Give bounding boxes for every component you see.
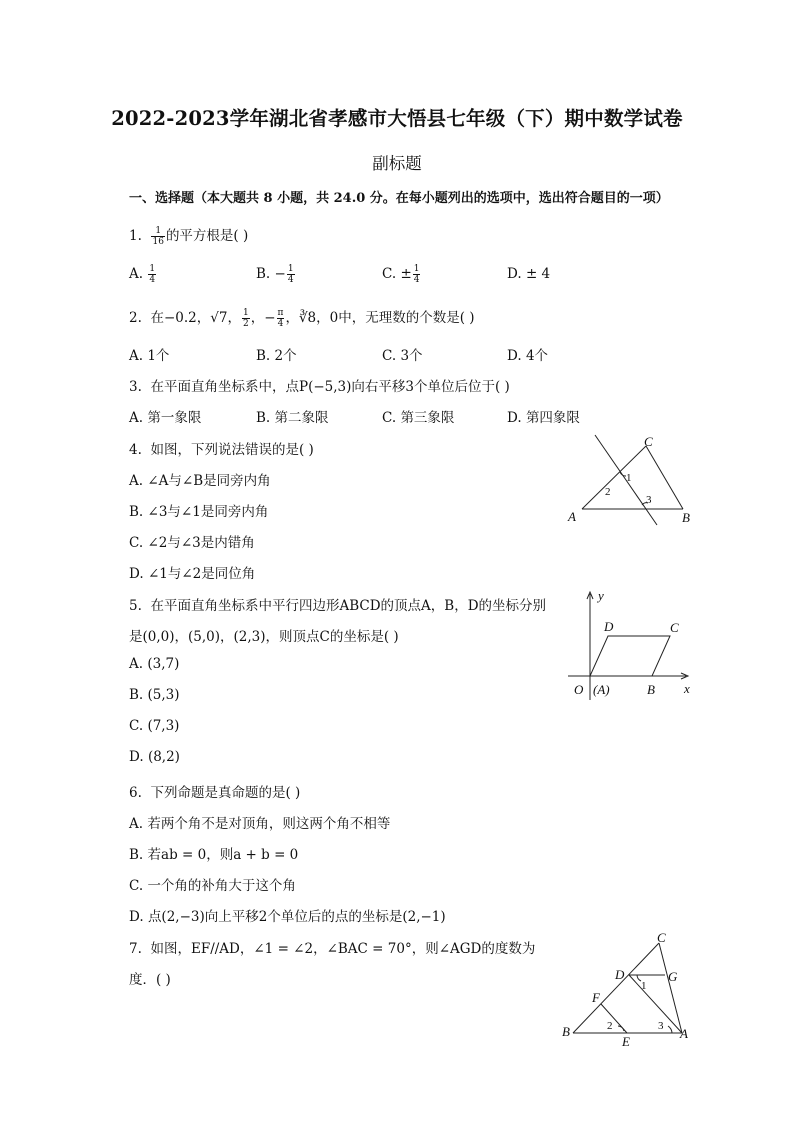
label-angle-3: 3 [646,494,652,506]
page-subtitle: 副标题 [372,154,422,173]
q1-option-c[interactable]: C. ± $\frac{1}{4}$ [382,264,420,285]
question-7-line-1: 7. 如图，EF//AD，∠1 = ∠2，∠BAC = 70°，则∠AGD的度数为 [129,941,536,957]
label-angle-2: 2 [607,1020,613,1032]
label-x: x [684,681,690,696]
label-c: C [657,930,666,945]
q6-option-d[interactable]: D. 点(2,−3)向上平移2个单位后的点的坐标是(2,−1) [129,909,446,925]
q1-option-a[interactable]: A. $\frac{1}{4}$ [129,264,156,285]
q5-option-a[interactable]: A. (3,7) [129,656,180,672]
fraction: $\frac{1}{16}$ [152,226,164,247]
q2-option-b[interactable]: B. 2个 [256,348,297,364]
label-d: D [604,619,614,634]
question-number: 1. [129,228,142,244]
angle-arc [618,1026,624,1031]
section-heading: 一、选择题（本大题共 8 小题，共 24.0 分。在每小题列出的选项中，选出符合题目的一项） [129,191,669,206]
question-1 [129,224,248,247]
label-b: B [682,510,690,525]
q1-option-d[interactable]: D. ± 4 [507,266,551,282]
q2-option-d[interactable]: D. 4个 [507,348,549,364]
label-y: y [598,588,604,603]
question-5-line-1: 5. 在平面直角坐标系中平行四边形ABCD的顶点A，B，D的坐标分别 [129,598,547,614]
angle-arc [668,1026,672,1033]
question-4: 4. 如图，下列说法错误的是( ) [129,442,314,458]
q3-option-a[interactable]: A. 第一象限 [129,410,202,426]
label-g: G [668,969,678,984]
label-c: C [644,434,653,449]
question-7-line-2: 度．( ) [129,972,171,988]
label-f: F [592,990,600,1005]
q5-option-b[interactable]: B. (5,3) [129,687,180,703]
label-angle-1: 1 [626,472,632,484]
question-6: 6. 下列命题是真命题的是( ) [129,785,301,801]
q3-option-b[interactable]: B. 第二象限 [256,410,329,426]
q4-option-d[interactable]: D. ∠1与∠2是同位角 [129,566,256,582]
question-5-line-2: 是(0,0)，(5,0)，(2,3)，则顶点C的坐标是( ) [129,629,399,645]
question-2: 2. 在−0.2，√7， $\frac{1}{2}$ ，− $\frac{\pi}{4}$ ，∛8，0中，无理数的个数是( ) [129,308,475,329]
label-b: B [647,682,655,697]
label-a: (A) [593,682,610,697]
label-d: D [615,967,625,982]
q5-option-c[interactable]: C. (7,3) [129,718,180,734]
q6-option-c[interactable]: C. 一个角的补角大于这个角 [129,878,296,894]
label-o: O [574,682,584,697]
q6-option-b[interactable]: B. 若ab = 0，则a + b = 0 [129,847,299,863]
label-c: C [670,620,679,635]
question-stem: 的平方根是( ) [165,228,249,244]
segment-ac [582,446,646,509]
q4-option-c[interactable]: C. ∠2与∠3是内错角 [129,535,255,551]
label-e: E [622,1034,630,1048]
segment-cb [646,446,683,509]
q5-figure [562,588,702,703]
label-angle-2: 2 [605,486,611,498]
page-title: 2022-2023学年湖北省孝感市大悟县七年级（下）期中数学试卷 [111,107,683,130]
label-a: A [568,509,576,524]
q2-option-a[interactable]: A. 1个 [129,348,170,364]
q4-figure [560,430,705,530]
q3-option-c[interactable]: C. 第三象限 [382,410,455,426]
q4-option-b[interactable]: B. ∠3与∠1是同旁内角 [129,504,269,520]
q7-figure [555,928,705,1048]
q6-option-a[interactable]: A. 若两个角不是对顶角，则这两个角不相等 [129,816,391,832]
question-3: 3. 在平面直角坐标系中，点P(−5,3)向右平移3个单位后位于( ) [129,379,510,395]
q4-option-a[interactable]: A. ∠A与∠B是同旁内角 [129,473,271,489]
label-angle-3: 3 [658,1020,664,1032]
label-a: A [680,1026,688,1041]
q3-option-d[interactable]: D. 第四象限 [507,410,580,426]
q1-option-b[interactable]: B. − $\frac{1}{4}$ [256,264,294,285]
q5-option-d[interactable]: D. (8,2) [129,749,180,765]
q2-option-c[interactable]: C. 3个 [382,348,423,364]
label-b: B [562,1024,570,1039]
parallelogram-abcd [590,636,670,676]
label-angle-1: 1 [641,980,647,992]
